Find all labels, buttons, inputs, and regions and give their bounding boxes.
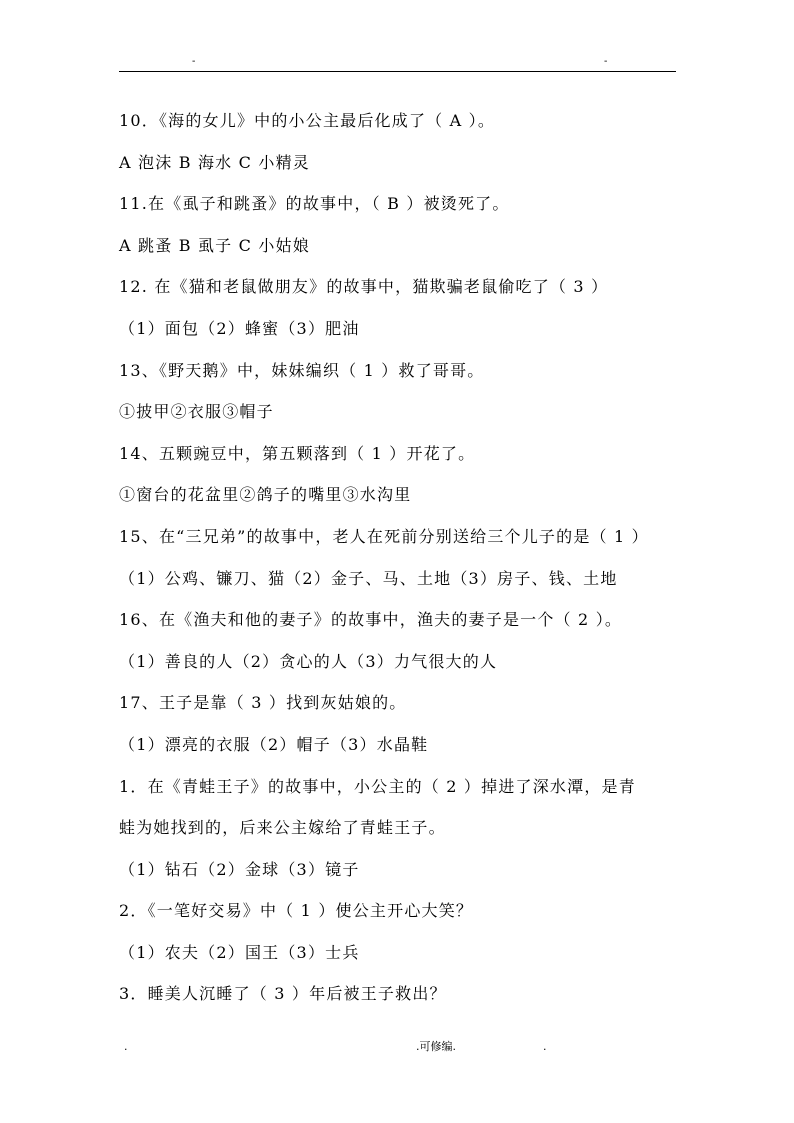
answer-options-16: （1）善良的人（2）贪心的人（3）力气很大的人 (119, 651, 498, 671)
question-13: 13、《野天鹅》中，妹妹编织（ 1 ）救了哥哥。 (119, 360, 485, 380)
answer-options-17: （1）漂亮的衣服（2）帽子（3）水晶鞋 (119, 734, 429, 754)
header-right-mark: - (604, 56, 608, 67)
answer-options-12: （1）面包（2）蜂蜜（3）肥油 (119, 318, 360, 338)
question-3: 3．睡美人沉睡了（ 3 ）年后被王子救出？ (119, 984, 447, 1004)
answer-options-13: ①披甲②衣服③帽子 (119, 402, 274, 422)
answer-options-11: A 跳蚤 B 虱子 C 小姑娘 (119, 235, 310, 255)
footer-editable-note: .可修编. (416, 1040, 456, 1053)
footer-right-mark: . (543, 1040, 547, 1053)
answer-options-14: ①窗台的花盆里②鸽子的嘴里③水沟里 (119, 485, 412, 505)
footer-left-mark: . (124, 1040, 128, 1053)
question-17: 17、王子是靠（ 3 ）找到灰姑娘的。 (119, 693, 407, 713)
question-1-part-2: 蛙为她找到的，后来公主嫁给了青蛙王子。 (119, 818, 446, 838)
question-16: 16、在《渔夫和他的妻子》的故事中，渔夫的妻子是一个（ 2 ）。 (119, 610, 623, 630)
question-2: 2．《一笔好交易》中（ 1 ）使公主开心大笑？ (119, 901, 474, 921)
answer-options-2: （1）农夫（2）国王（3）士兵 (119, 942, 360, 962)
header-left-mark: - (192, 56, 196, 67)
question-10: 10．《海的女儿》中的小公主最后化成了（ A ）。 (119, 111, 496, 130)
answer-options-10: A 泡沫 B 海水 C 小精灵 (119, 152, 310, 172)
header-rule (119, 71, 676, 72)
question-15: 15、在“三兄弟”的故事中，老人在死前分别送给三个儿子的是（ 1 ） (119, 526, 649, 546)
document-body (119, 100, 689, 1015)
question-12: 12. 在《猫和老鼠做朋友》的故事中，猫欺骗老鼠偷吃了（ 3 ） (119, 277, 609, 297)
question-11: 11.在《虱子和跳蚤》的故事中，（ B ）被烫死了。 (119, 194, 510, 214)
question-14: 14、五颗豌豆中，第五颗落到（ 1 ）开花了。 (119, 443, 476, 463)
question-1-part-1: 1．在《青蛙王子》的故事中，小公主的（ 2 ）掉进了深水潭，是青 (119, 776, 636, 796)
answer-options-1: （1）钻石（2）金球（3）镜子 (119, 859, 360, 879)
answer-options-15: （1）公鸡、镰刀、猫（2）金子、马、土地（3）房子、钱、土地 (119, 568, 618, 588)
